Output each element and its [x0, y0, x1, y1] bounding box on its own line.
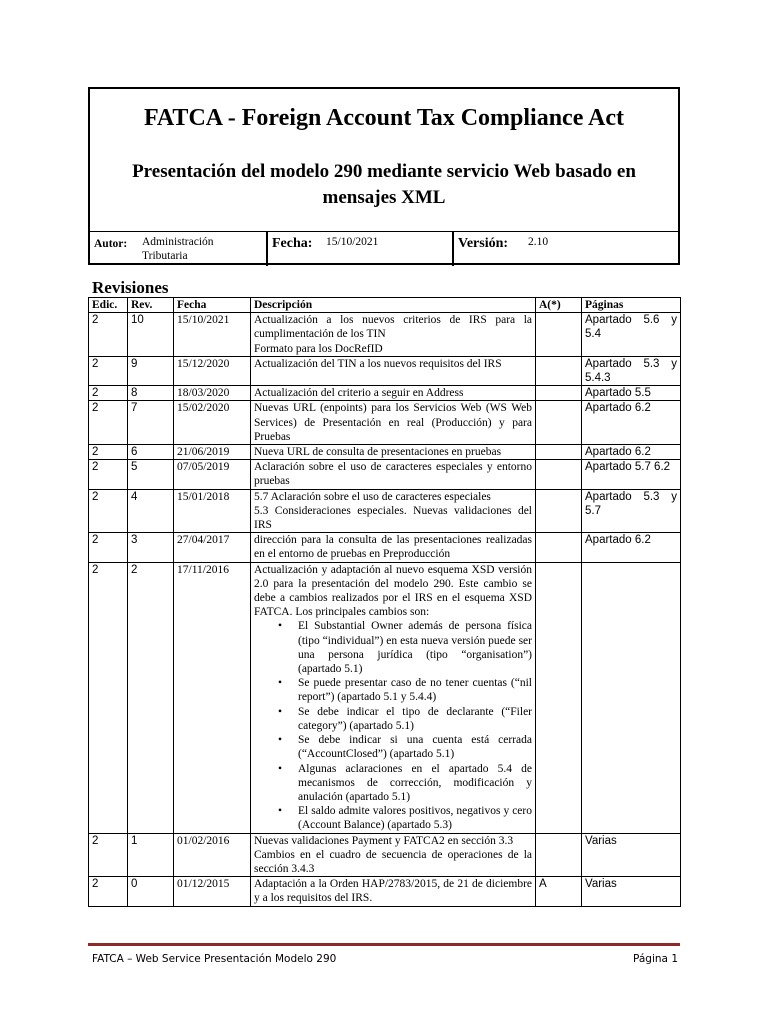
date-cell: 01/12/2015 [174, 877, 251, 906]
column-header: Descripción [251, 298, 536, 313]
edition-cell: 2 [89, 386, 128, 401]
change-list [254, 619, 532, 832]
revision-cell: 3 [128, 533, 174, 562]
revision-cell: 6 [128, 445, 174, 460]
revisions-table [88, 297, 681, 907]
list-item: • El Substantial Owner además de persona física (tipo “individual”) en esta nueva versión puede ser una persona jurídica (tipo “organisation”) (apartado 5.1) [298, 619, 532, 676]
version-cell [454, 232, 680, 266]
affected-cell [536, 313, 582, 357]
description-line: Nuevas URL (enpoints) para los Servicios Web (WS Web Services) de Presentación en real (Producción) y para Pruebas [254, 402, 532, 443]
author-value-line1: Administración [142, 236, 214, 248]
table-row [89, 489, 681, 533]
edition-cell: 2 [89, 313, 128, 357]
document-header-box [88, 87, 680, 265]
description-line: Aclaración sobre el uso de caracteres especiales y entorno pruebas [254, 461, 532, 488]
pages-cell: Apartado 5.5 [582, 386, 681, 401]
date-cell: 21/06/2019 [174, 445, 251, 460]
description-cell [251, 460, 536, 489]
description-line: Cambios en el cuadro de secuencia de operaciones de la sección 3.4.3 [254, 848, 532, 875]
description-cell [251, 833, 536, 877]
edition-cell: 2 [89, 877, 128, 906]
pages-cell: Apartado 5.6 y 5.4 [582, 313, 681, 357]
table-row [89, 877, 681, 906]
document-meta-row [90, 231, 678, 266]
table-row [89, 356, 681, 385]
date-cell [268, 232, 452, 266]
date-label: Fecha: [272, 236, 313, 251]
description-cell [251, 356, 536, 385]
pages-cell: Apartado 6.2 [582, 533, 681, 562]
footer-page-number: Página 1 [633, 953, 678, 965]
edition-cell: 2 [89, 401, 128, 445]
description-line: Actualización a los nuevos criterios de IRS para la cumplimentación de los TIN [254, 314, 532, 341]
list-item: • Se puede presentar caso de no tener cuentas (“nil report”) (apartado 5.1 y 5.4.4) [298, 676, 532, 704]
date-cell: 27/04/2017 [174, 533, 251, 562]
description-line: Nueva URL de consulta de presentaciones en pruebas [254, 446, 502, 459]
date-cell: 07/05/2019 [174, 460, 251, 489]
author-value-line2: Tributaria [142, 250, 188, 262]
pages-cell [582, 562, 681, 833]
table-row [89, 562, 681, 833]
footer-document-name: FATCA – Web Service Presentación Modelo 290 [92, 953, 337, 965]
pages-cell: Apartado 5.3 y 5.4.3 [582, 356, 681, 385]
description-line: 5.7 Aclaración sobre el uso de caracteres especiales [254, 490, 491, 503]
table-row [89, 445, 681, 460]
description-cell [251, 533, 536, 562]
revision-cell: 8 [128, 386, 174, 401]
revision-cell: 10 [128, 313, 174, 357]
footer-divider [88, 943, 680, 946]
description-line: Actualización y adaptación al nuevo esquema XSD versión 2.0 para la presentación del modelo 290. Este cambio se debe a cambios realizados por el IRS en el esquema XSD FATCA. Los principales cambios son: [254, 563, 532, 619]
description-cell [251, 386, 536, 401]
table-row [89, 460, 681, 489]
table-row [89, 533, 681, 562]
affected-cell [536, 386, 582, 401]
affected-cell [536, 356, 582, 385]
column-header: Fecha [174, 298, 251, 313]
author-label: Autor: [94, 238, 128, 250]
description-cell [251, 877, 536, 906]
revisions-heading: Revisiones [92, 278, 169, 297]
revision-cell: 9 [128, 356, 174, 385]
column-header: Páginas [582, 298, 681, 313]
date-cell: 15/10/2021 [174, 313, 251, 357]
description-cell [251, 562, 536, 833]
list-item: • Se debe indicar si una cuenta está cerrada (“AccountClosed”) (apartado 5.1) [298, 733, 532, 761]
table-header-row [89, 298, 681, 313]
affected-cell: A [536, 877, 582, 906]
table-row [89, 401, 681, 445]
column-header: A(*) [536, 298, 582, 313]
revision-cell: 2 [128, 562, 174, 833]
revision-cell: 1 [128, 833, 174, 877]
description-cell [251, 445, 536, 460]
affected-cell [536, 562, 582, 833]
date-cell: 15/02/2020 [174, 401, 251, 445]
date-cell: 15/01/2018 [174, 489, 251, 533]
version-value: 2.10 [528, 236, 549, 248]
document-subtitle: Presentación del modelo 290 mediante servicio Web basado en mensajes XML [132, 161, 636, 208]
description-cell [251, 401, 536, 445]
revision-cell: 5 [128, 460, 174, 489]
author-cell [90, 232, 266, 266]
affected-cell [536, 533, 582, 562]
pages-cell: Varias [582, 833, 681, 877]
version-label: Versión: [458, 236, 509, 251]
table-row [89, 386, 681, 401]
pages-cell: Apartado 5.3 y 5.7 [582, 489, 681, 533]
affected-cell [536, 445, 582, 460]
description-line: dirección para la consulta de las presentaciones realizadas en el entorno de pruebas en Preproducción [254, 534, 532, 561]
edition-cell: 2 [89, 562, 128, 833]
description-line: Adaptación a la Orden HAP/2783/2015, de 21 de diciembre y a los requisitos del IRS. [254, 878, 532, 905]
edition-cell: 2 [89, 833, 128, 877]
revisions-table-body [89, 313, 681, 906]
date-cell: 17/11/2016 [174, 562, 251, 833]
revision-cell: 0 [128, 877, 174, 906]
affected-cell [536, 833, 582, 877]
pages-cell: Apartado 5.7 6.2 [582, 460, 681, 489]
date-cell: 18/03/2020 [174, 386, 251, 401]
column-header: Rev. [128, 298, 174, 313]
description-line: 5.3 Consideraciones especiales. Nuevas validaciones del IRS [254, 504, 532, 532]
affected-cell [536, 401, 582, 445]
description-line: Formato para los DocRefID [254, 342, 383, 355]
edition-cell: 2 [89, 489, 128, 533]
affected-cell [536, 460, 582, 489]
column-header: Edic. [89, 298, 128, 313]
list-item: • Algunas aclaraciones en el apartado 5.4 de mecanismos de corrección, modificación y anulación (apartado 5.1) [298, 762, 532, 805]
date-value: 15/10/2021 [326, 236, 379, 248]
affected-cell [536, 489, 582, 533]
list-item: • Se debe indicar el tipo de declarante (“Filer category”) (apartado 5.1) [298, 705, 532, 733]
pages-cell: Apartado 6.2 [582, 401, 681, 445]
date-cell: 15/12/2020 [174, 356, 251, 385]
revision-cell: 4 [128, 489, 174, 533]
pages-cell: Apartado 6.2 [582, 445, 681, 460]
pages-cell: Varias [582, 877, 681, 906]
description-cell [251, 313, 536, 357]
document-title: FATCA - Foreign Account Tax Compliance Act [144, 105, 624, 131]
description-line: Nuevas validaciones Payment y FATCA2 en sección 3.3 [254, 834, 514, 847]
edition-cell: 2 [89, 533, 128, 562]
table-row [89, 833, 681, 877]
description-line: Actualización del criterio a seguir en Address [254, 387, 464, 400]
description-cell [251, 489, 536, 533]
edition-cell: 2 [89, 460, 128, 489]
date-cell: 01/02/2016 [174, 833, 251, 877]
revision-cell: 7 [128, 401, 174, 445]
edition-cell: 2 [89, 445, 128, 460]
description-line: Actualización del TIN a los nuevos requisitos del IRS [254, 357, 502, 370]
edition-cell: 2 [89, 356, 128, 385]
table-row [89, 313, 681, 357]
list-item: • El saldo admite valores positivos, negativos y cero (Account Balance) (apartado 5.3) [298, 804, 532, 832]
